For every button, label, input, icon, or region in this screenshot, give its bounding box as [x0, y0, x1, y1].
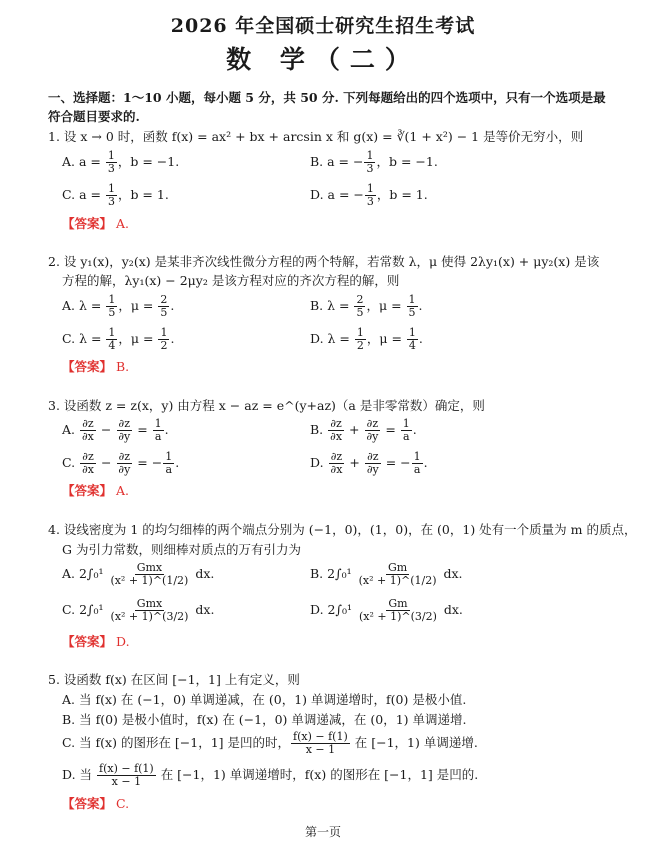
q1-stem: 1. 设 x → 0 时，函数 f(x) = ax² + bx + arcsin x 和 g(x) = ∛(1 + x²) − 1 是等价无穷小，则 — [48, 129, 584, 144]
section-instructions: 一、选择题：1～10 小题，每小题 5 分，共 50 分. 下列每题给出的四个选项中，只有一个选项是最符合题目要求的. — [48, 90, 606, 124]
fraction: $\frac{\partial z}{\partial x}$ — [330, 417, 343, 443]
q3-option-d: D. $\frac{\partial z}{\partial x}$ + $\frac{\partial z}{\partial y}$ = − $\frac{1}{a}$ . — [310, 450, 428, 476]
q2-option-a: A. λ = $\frac{1}{5}$ ，μ = $\frac{2}{5}$ . — [62, 293, 175, 319]
fraction: $\frac{1}{3}$ — [107, 149, 115, 175]
fraction: $\frac{1}{a}$ — [165, 450, 173, 476]
fraction: $\frac{1}{2}$ — [356, 326, 364, 352]
fraction: $\frac{1}{4}$ — [408, 326, 416, 352]
q1-answer: 【答案】 A. — [62, 216, 130, 231]
fraction: $\frac{f(x) - f(1)}{x - 1}$ — [293, 730, 348, 756]
q5-option-c: C. 当 f(x) 的图形在 [−1，1] 是凹的时， $\frac{f(x) - f(1)}{x - 1}$ 在 [−1，1) 单调递增. — [62, 730, 478, 756]
fraction: $\frac{\partial z}{\partial x}$ — [82, 450, 94, 476]
fraction: $\frac{\text{Gmx}}{\text{(x² + 1)\textasciicircum{}(3/2)}}$ — [110, 597, 189, 623]
q4-stem-line1: 4. 设线密度为 1 的均匀细棒的两个端点分别为 (−1，0)，(1，0)，在 (0，1) 处有一个质量为 m 的质点， — [48, 522, 637, 537]
fraction: $\frac{f(x) - f(1)}{x - 1}$ — [99, 762, 154, 788]
fraction: $\frac{1}{a}$ — [413, 450, 421, 476]
fraction: $\frac{\partial z}{\partial y}$ — [118, 417, 131, 443]
fraction: $\frac{2}{5}$ — [160, 293, 168, 319]
q1-option-a: A. a = $\frac{1}{3}$ ，b = −1. — [62, 149, 180, 175]
q5-answer: 【答案】 C. — [62, 796, 130, 811]
fraction: $\frac{1}{2}$ — [160, 326, 168, 352]
fraction: $\frac{1}{a}$ — [402, 417, 410, 443]
q2-stem-line1: 2. 设 y₁(x)，y₂(x) 是某非齐次线性微分方程的两个特解，若常数 λ，μ 使得 2λy₁(x) + μy₂(x) 是该 — [48, 254, 600, 269]
q4-stem-line2: G 为引力常数，则细棒对质点的万有引力为 — [62, 542, 301, 557]
fraction: $\frac{1}{3}$ — [366, 149, 374, 175]
fraction: $\frac{\partial z}{\partial y}$ — [366, 450, 379, 476]
fraction: $\frac{2}{5}$ — [356, 293, 364, 319]
q3-answer: 【答案】 A. — [62, 483, 130, 498]
subject-title: 数 学（二） — [226, 45, 420, 74]
fraction: $\frac{Gm}{\text{(x² + 1)\textasciicircum{}(1/2)}}$ — [358, 561, 437, 587]
q4-option-d: D. 2∫₀¹ $\frac{Gm}{\text{(x² + 1)\textasciicircum{}(3/2)}}$ dx. — [310, 597, 463, 623]
q3-option-c: C. $\frac{\partial z}{\partial x}$ − $\frac{\partial z}{\partial y}$ = − $\frac{1}{a}$ . — [62, 450, 180, 476]
fraction: $\frac{\partial z}{\partial y}$ — [366, 417, 379, 443]
q1-option-b: B. a = − $\frac{1}{3}$ ，b = −1. — [310, 149, 438, 175]
q5-option-d: D. 当 $\frac{f(x) - f(1)}{x - 1}$ 在 [−1，1) 单调递增时，f(x) 的图形在 [−1，1] 是凹的. — [62, 762, 479, 788]
q3-stem: 3. 设函数 z = z(x，y) 由方程 x − az = e^(y+az)（a 是非零常数）确定，则 — [48, 398, 485, 413]
q3-option-b: B. $\frac{\partial z}{\partial x}$ + $\frac{\partial z}{\partial y}$ = $\frac{1}{a}$ . — [310, 417, 417, 443]
q3-option-a: A. $\frac{\partial z}{\partial x}$ − $\frac{\partial z}{\partial y}$ = $\frac{1}{a}$ . — [62, 417, 169, 443]
q2-answer: 【答案】 B. — [62, 359, 130, 374]
q4-option-b: B. 2∫₀¹ $\frac{Gm}{\text{(x² + 1)\textasciicircum{}(1/2)}}$ dx. — [310, 561, 463, 587]
exam-title: 2026 年全国硕士研究生招生考试 — [170, 15, 476, 37]
page-number: 第一页 — [304, 825, 341, 839]
fraction: $\frac{1}{5}$ — [108, 293, 116, 319]
q5-option-a: A. 当 f(x) 在 (−1，0) 单调递减，在 (0，1) 单调递增时，f(0) 是极小值. — [62, 692, 467, 707]
fraction: $\frac{1}{5}$ — [408, 293, 416, 319]
q2-option-c: C. λ = $\frac{1}{4}$ ，μ = $\frac{1}{2}$ . — [62, 326, 175, 352]
q4-answer: 【答案】 D. — [62, 634, 130, 649]
q2-option-b: B. λ = $\frac{2}{5}$ ，μ = $\frac{1}{5}$ . — [310, 293, 423, 319]
fraction: $\frac{1}{4}$ — [108, 326, 116, 352]
q1-option-c: C. a = $\frac{1}{3}$ ，b = 1. — [62, 182, 169, 208]
q5-option-b: B. 当 f(0) 是极小值时，f(x) 在 (−1，0) 单调递减，在 (0，1) 单调递增. — [62, 712, 467, 727]
q1-option-d: D. a = − $\frac{1}{3}$ ，b = 1. — [310, 182, 428, 208]
q4-option-c: C. 2∫₀¹ $\frac{\text{Gmx}}{\text{(x² + 1)\textasciicircum{}(3/2)}}$ dx. — [62, 597, 215, 623]
q4-option-a: A. 2∫₀¹ $\frac{\text{Gmx}}{\text{(x² + 1)\textasciicircum{}(1/2)}}$ dx. — [62, 561, 215, 587]
fraction: $\frac{Gm}{\text{(x² + 1)\textasciicircum{}(3/2)}}$ — [358, 597, 437, 623]
fraction: $\frac{1}{a}$ — [154, 417, 162, 443]
q2-option-d: D. λ = $\frac{1}{2}$ ，μ = $\frac{1}{4}$ . — [310, 326, 423, 352]
fraction: $\frac{1}{3}$ — [366, 182, 374, 208]
fraction: $\frac{1}{3}$ — [107, 182, 115, 208]
fraction: $\frac{\partial z}{\partial x}$ — [81, 417, 94, 443]
fraction: $\frac{\text{Gmx}}{\text{(x² + 1)\textasciicircum{}(1/2)}}$ — [110, 561, 189, 587]
fraction: $\frac{\partial z}{\partial x}$ — [330, 450, 343, 476]
q2-stem-line2: 方程的解，λy₁(x) − 2μy₂ 是该方程对应的齐次方程的解，则 — [62, 273, 400, 288]
q5-stem: 5. 设函数 f(x) 在区间 [−1，1] 上有定义，则 — [48, 672, 300, 687]
fraction: $\frac{\partial z}{\partial y}$ — [118, 450, 131, 476]
